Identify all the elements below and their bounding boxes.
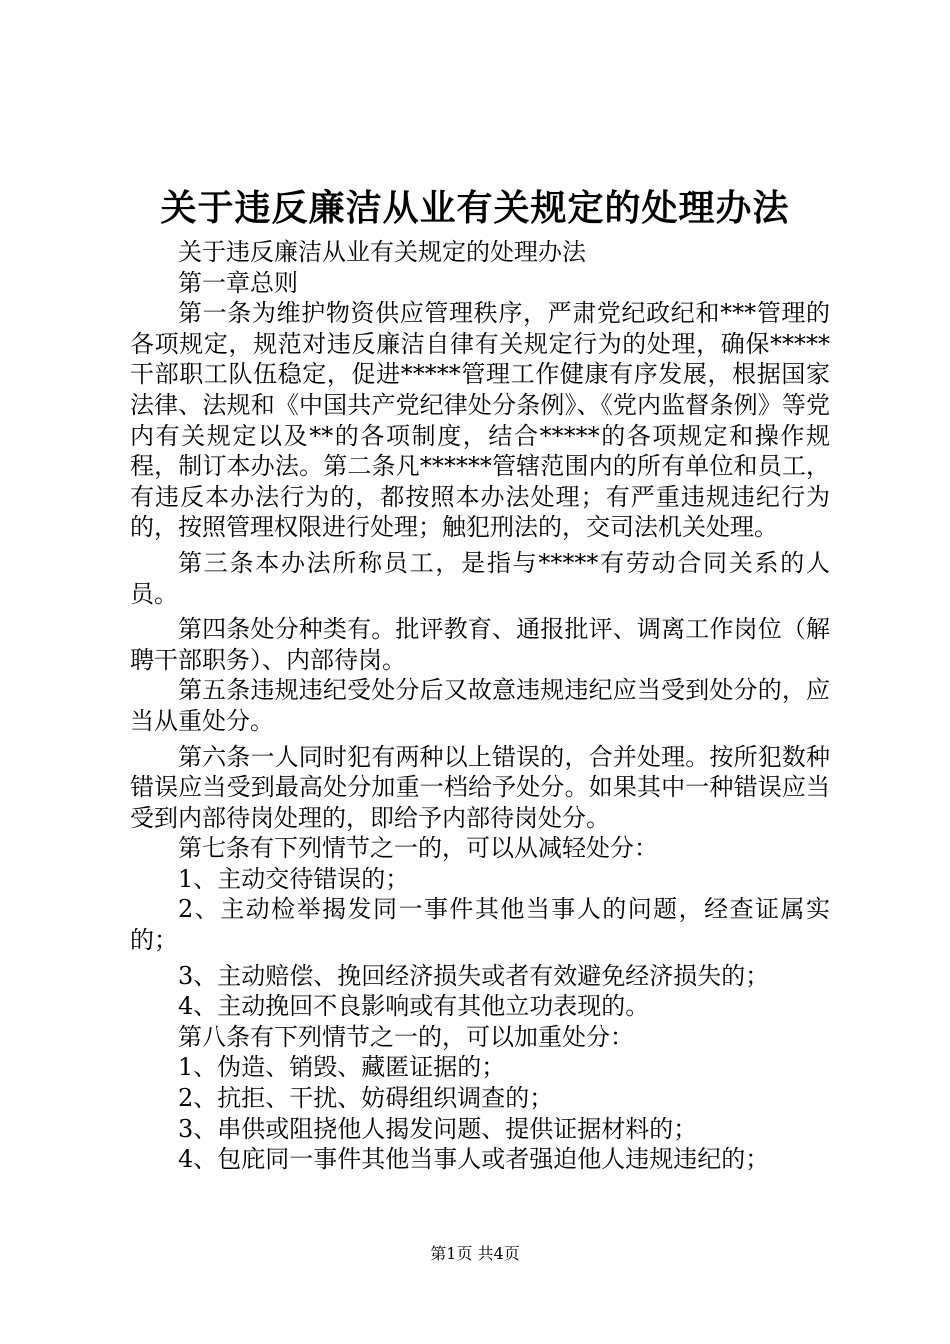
- list-item: 4、包庇同一事件其他当事人或者强迫他人违规违纪的；: [178, 1145, 770, 1174]
- document-body: [130, 237, 830, 1175]
- list-item: 3、主动赔偿、挽回经济损失或者有效避免经济损失的；: [178, 961, 770, 990]
- paragraph: 第六条一人同时犯有两种以上错误的，合并处理。按所犯数种错误应当受到最高处分加重一档给予处分。如果其中一种错误应当受到内部待岗处理的，即给予内部待岗处分。: [130, 742, 830, 832]
- paragraph: 第八条有下列情节之一的，可以加重处分：: [178, 1022, 634, 1051]
- document-title: 关于违反廉洁从业有关规定的处理办法: [160, 187, 790, 229]
- paragraph: 第七条有下列情节之一的，可以从减轻处分：: [178, 834, 658, 863]
- paragraph: 第一条为维护物资供应管理秩序，严肃党纪政纪和***管理的各项规定，规范对违反廉洁自律有关规定行为的处理，确保*****干部职工队伍稳定，促进*****管理工作健康有序发展，根据国家法律、法规和《中国共产党纪律处分条例》、《党内监督条例》等党内有关规定以及**的各项制度，结合*****的各项规定和操作规程，制订本办法。第二条凡******管辖范围内的所有单位和员工，有违反本办法行为的，都按照本办法处理；有严重违规违纪行为的，按照管理权限进行处理；触犯刑法的，交司法机关处理。: [130, 299, 830, 542]
- paragraph: 第四条处分种类有。批评教育、通报批评、调离工作岗位（解聘干部职务）、内部待岗。: [130, 615, 830, 674]
- paragraph: 第五条违规违纪受处分后又故意违规违纪应当受到处分的，应当从重处分。: [130, 676, 830, 735]
- list-item: 2、主动检举揭发同一事件其他当事人的问题，经查证属实的；: [130, 895, 830, 955]
- chapter-heading: 第一章总则: [178, 268, 298, 297]
- paragraph: 第三条本办法所称员工，是指与*****有劳动合同关系的人员。: [130, 548, 830, 608]
- list-item: 3、串供或阻挠他人揭发问题、提供证据材料的；: [178, 1114, 698, 1143]
- list-item: 4、主动挽回不良影响或有其他立功表现的。: [178, 992, 650, 1021]
- list-item: 2、抗拒、干扰、妨碍组织调查的；: [178, 1084, 554, 1113]
- list-item: 1、主动交待错误的；: [178, 864, 410, 893]
- list-item: 1、伪造、销毁、藏匿证据的；: [178, 1053, 506, 1082]
- page-footer: 第1页 共4页: [430, 1244, 520, 1263]
- paragraph: 关于违反廉洁从业有关规定的处理办法: [178, 238, 586, 266]
